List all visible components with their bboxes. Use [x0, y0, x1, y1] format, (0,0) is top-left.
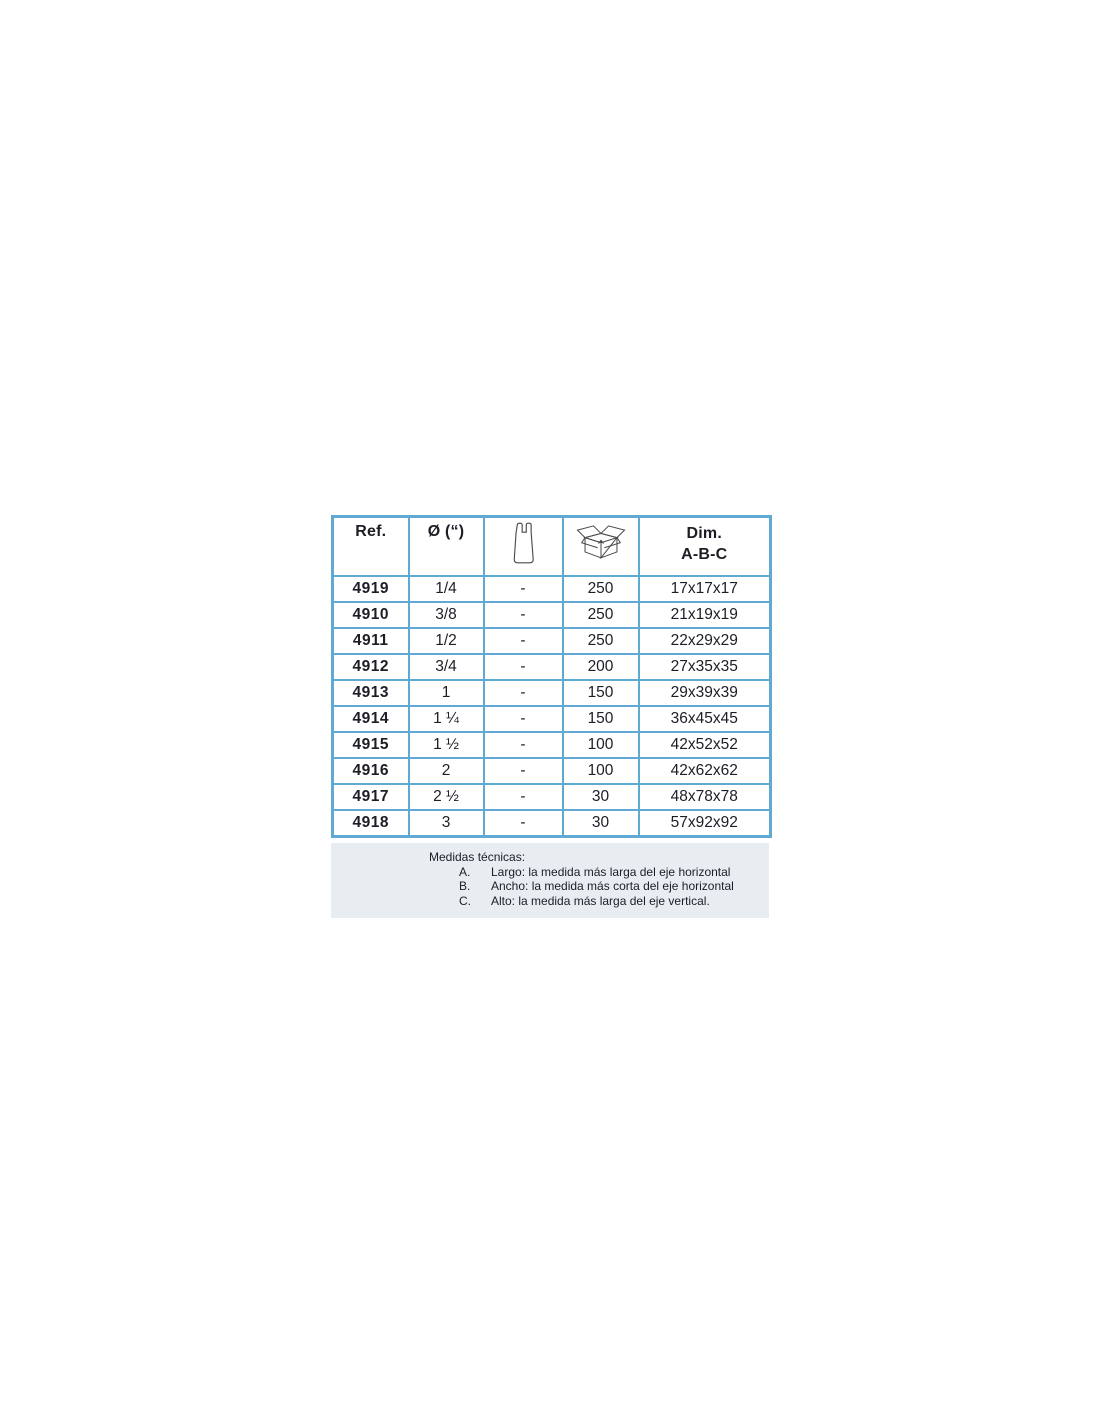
- ref-cell: 4913: [333, 680, 409, 706]
- dim-cell: 27x35x35: [639, 654, 771, 680]
- table-row: [333, 784, 771, 810]
- box-qty-cell: 250: [563, 576, 639, 602]
- table-row: [333, 732, 771, 758]
- ref-cell: 4915: [333, 732, 409, 758]
- bag-qty-cell: -: [484, 602, 563, 628]
- box-qty-cell: 200: [563, 654, 639, 680]
- diameter-cell: 1/2: [409, 628, 484, 654]
- spec-table: [331, 515, 772, 838]
- plastic-bag-icon: [505, 520, 541, 569]
- dim-header-line2: A-B-C: [681, 546, 728, 563]
- open-carton-box-icon: [573, 520, 629, 567]
- table-row: [333, 706, 771, 732]
- box-qty-cell: 100: [563, 732, 639, 758]
- ref-cell: 4912: [333, 654, 409, 680]
- dim-cell: 57x92x92: [639, 810, 771, 837]
- bag-column-header: [484, 517, 563, 577]
- ref-cell: 4911: [333, 628, 409, 654]
- diameter-cell: 3/8: [409, 602, 484, 628]
- technical-notes-title: Medidas técnicas:: [429, 850, 526, 864]
- diameter-cell: 1: [409, 680, 484, 706]
- diameter-cell: 1/4: [409, 576, 484, 602]
- table-row: [333, 602, 771, 628]
- ref-cell: 4914: [333, 706, 409, 732]
- bag-qty-cell: -: [484, 654, 563, 680]
- dim-cell: 36x45x45: [639, 706, 771, 732]
- dim-cell: 21x19x19: [639, 602, 771, 628]
- ref-cell: 4919: [333, 576, 409, 602]
- box-qty-cell: 30: [563, 784, 639, 810]
- note-text: Alto: la medida más larga del eje vertical.: [491, 893, 710, 908]
- bag-qty-cell: -: [484, 732, 563, 758]
- bag-qty-cell: -: [484, 758, 563, 784]
- dim-cell: 17x17x17: [639, 576, 771, 602]
- bag-qty-cell: -: [484, 680, 563, 706]
- header-row: [333, 517, 771, 577]
- bag-qty-cell: -: [484, 810, 563, 837]
- table-row: [333, 576, 771, 602]
- note-text: Ancho: la medida más corta del eje horizontal: [491, 879, 734, 893]
- bag-qty-cell: -: [484, 576, 563, 602]
- table-row: [333, 654, 771, 680]
- dim-column-header: [639, 517, 771, 577]
- table-row: [333, 810, 771, 837]
- diameter-cell: 2 ½: [409, 784, 484, 810]
- box-qty-cell: 150: [563, 680, 639, 706]
- bag-qty-cell: -: [484, 706, 563, 732]
- dim-cell: 22x29x29: [639, 628, 771, 654]
- box-qty-cell: 150: [563, 706, 639, 732]
- ref-cell: 4916: [333, 758, 409, 784]
- note-item-b: [331, 879, 769, 894]
- note-item-a: [331, 865, 769, 880]
- diameter-cell: 3: [409, 810, 484, 837]
- table-row: [333, 680, 771, 706]
- table-body: [333, 576, 771, 837]
- table-row: [333, 628, 771, 654]
- diameter-cell: 1 ½: [409, 732, 484, 758]
- bag-qty-cell: -: [484, 628, 563, 654]
- box-qty-cell: 30: [563, 810, 639, 837]
- note-label: C.: [459, 893, 471, 908]
- bag-qty-cell: -: [484, 784, 563, 810]
- note-item-c: [331, 894, 769, 909]
- ref-cell: 4910: [333, 602, 409, 628]
- diameter-column-header: Ø (“): [409, 517, 484, 577]
- dim-cell: 48x78x78: [639, 784, 771, 810]
- diameter-cell: 2: [409, 758, 484, 784]
- dim-cell: 29x39x39: [639, 680, 771, 706]
- technical-notes-panel: [331, 843, 769, 918]
- dim-cell: 42x62x62: [639, 758, 771, 784]
- note-label: B.: [459, 879, 471, 893]
- diameter-cell: 1 ¼: [409, 706, 484, 732]
- box-qty-cell: 250: [563, 628, 639, 654]
- note-label: A.: [459, 864, 471, 879]
- dim-header-line1: Dim.: [686, 525, 722, 542]
- diameter-cell: 3/4: [409, 654, 484, 680]
- spec-table-header: [333, 517, 771, 577]
- ref-cell: 4917: [333, 784, 409, 810]
- ref-column-header: Ref.: [333, 517, 409, 577]
- note-text: Largo: la medida más larga del eje horizontal: [491, 864, 731, 879]
- product-spec-sheet: [331, 515, 769, 918]
- box-qty-cell: 100: [563, 758, 639, 784]
- ref-cell: 4918: [333, 810, 409, 837]
- box-qty-cell: 250: [563, 602, 639, 628]
- box-column-header: [563, 517, 639, 577]
- table-row: [333, 758, 771, 784]
- dim-cell: 42x52x52: [639, 732, 771, 758]
